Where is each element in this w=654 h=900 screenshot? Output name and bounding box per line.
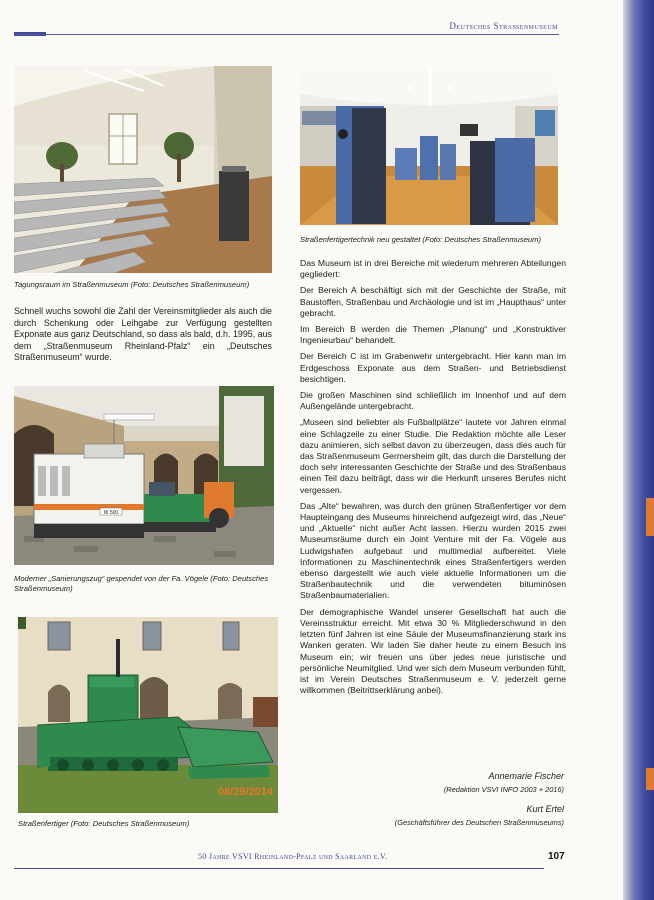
body-paragraph: Das Museum ist in drei Bereiche mit wiederum mehreren Abteilungen gegliedert: <box>300 258 566 280</box>
running-footer: 50 Jahre VSVI Rheinland-Pfalz und Saarland e.V. <box>198 852 388 861</box>
page-edge-stripe <box>623 0 654 900</box>
exhibition-hall-image <box>300 66 558 225</box>
photo-caption: Moderner „Sanierungszug“ gespendet von der Fa. Vögele (Foto: Deutsches Straßenmuseum) <box>14 574 269 593</box>
edge-color-tab <box>646 498 654 536</box>
signature-role: (Redaktion VSVI INFO 2003 + 2016) <box>443 785 564 794</box>
photo-green-paver <box>18 617 278 813</box>
signature-role: (Geschäftsführer des Deutschen Straßenmuseums) <box>394 818 564 827</box>
header-rule <box>14 34 559 35</box>
green-paver-image <box>18 617 278 813</box>
photo-conference-room <box>14 66 272 273</box>
signature-name: Annemarie Fischer <box>488 771 564 781</box>
running-header: Deutsches Straßenmuseum <box>449 21 558 31</box>
photo-caption: Tagungsraum im Straßenmuseum (Foto: Deutsches Straßenmuseum) <box>14 280 250 289</box>
photo-exhibition-hall <box>300 66 558 225</box>
footer-rule <box>14 868 544 869</box>
sanierungszug-image <box>14 386 274 565</box>
body-paragraph: Das „Alte“ bewahren, was durch den grünen Straßenfertiger vor dem Haupteingang des Museums hinreichend aufgezeigt wird, das „Neue“ und „Aktuelle“ nicht außer Acht lassen. Hierzu wurden 2015 zwei Museumsräume durch ein Joint Venture mit der Fa. Vögele aus Ludwigshafen aufgebaut und multimedial aufbereitet. Viele Informationen zu Maschinentechnik eines Straßenfertigers werden ebenso dargestellt wie auch viele aktuelle Informationen um die Straßenbautechnik und die verwendeten bituminösen Straßenbaumaterialien. <box>300 500 566 601</box>
body-paragraph: Der Bereich A beschäftigt sich mit der Geschichte der Straße, mit Baustoffen, Straßenbau und Archäologie und ist im „Haupthaus“ unter gebracht. <box>300 285 566 318</box>
signature-name: Kurt Ertel <box>526 804 564 814</box>
body-paragraph: Im Bereich B werden die Themen „Planung“ und „Konstruktiver Ingenieurbau“ behandelt. <box>300 324 566 346</box>
edge-color-tab <box>646 768 654 790</box>
photo-sanierungszug <box>14 386 274 565</box>
right-column-text <box>300 258 566 701</box>
conference-room-image <box>14 66 272 273</box>
body-paragraph: Schnell wuchs sowohl die Zahl der Vereinsmitglieder als auch die durch Schenkung oder Leihgabe zur Verfügung gestellten Exponate aus ganz Deutschland, so dass als bald, d.h. 1995, aus dem „Straßenmuseum Rheinland-Pfalz“ ein „Deutsches Straßenmuseum“ wurde. <box>14 306 272 363</box>
body-paragraph: Der demographische Wandel unserer Gesellschaft hat auch die Vereinsstruktur erreicht. Mit etwa 30 % Mitgliederschwund in den letzten fünf Jahren ist eine Säule der Museumsfinanzierung stark ins Wanken geraten. Wir laden Sie daher heute zu einem Besuch ins Museum ein; wir freuen uns über jedes neue juristische und persönliche Neumitglied. Und wer sich dem Museum verbunden fühlt, ist im Verein Deutsches Straßenmuseum e. V. jederzeit gerne willkommen (Beitrittserklärung anbei). <box>300 606 566 696</box>
photo-timestamp: 08/29/2014 <box>217 786 273 798</box>
body-paragraph: Der Bereich C ist im Grabenwehr untergebracht. Hier kann man im Erdgeschoss Exponate aus dem Straßen- und Betriebsdienst besichtigen. <box>300 351 566 384</box>
body-paragraph: „Museen sind beliebter als Fußballplätze“ lautete vor Jahren einmal eine Schlagzeile zu einer Studie. Die Redaktion möchte alle Leser dazu animieren, sich selbst davon zu überzeugen, dass dies auch für das Straßenmuseum Germersheim gilt, das durch die Darstellung der doch sehr interessanten Geschichte der Straße und des Straßenbaus einen Teil dazu beiträgt, dass wir die Herkunft unseres Berufes nicht vergessen. <box>300 417 566 495</box>
left-column-text <box>14 306 272 369</box>
photo-caption: Straßenfertigertechnik neu gestaltet (Foto: Deutsches Straßenmuseum) <box>300 235 542 244</box>
photo-caption: Straßenfertiger (Foto: Deutsches Straßenmuseum) <box>18 819 190 828</box>
plate-label: W 500 <box>103 510 119 516</box>
page-number: 107 <box>548 851 565 862</box>
body-paragraph: Die großen Maschinen sind schließlich im Innenhof und auf dem Außengelände untergebracht. <box>300 390 566 412</box>
